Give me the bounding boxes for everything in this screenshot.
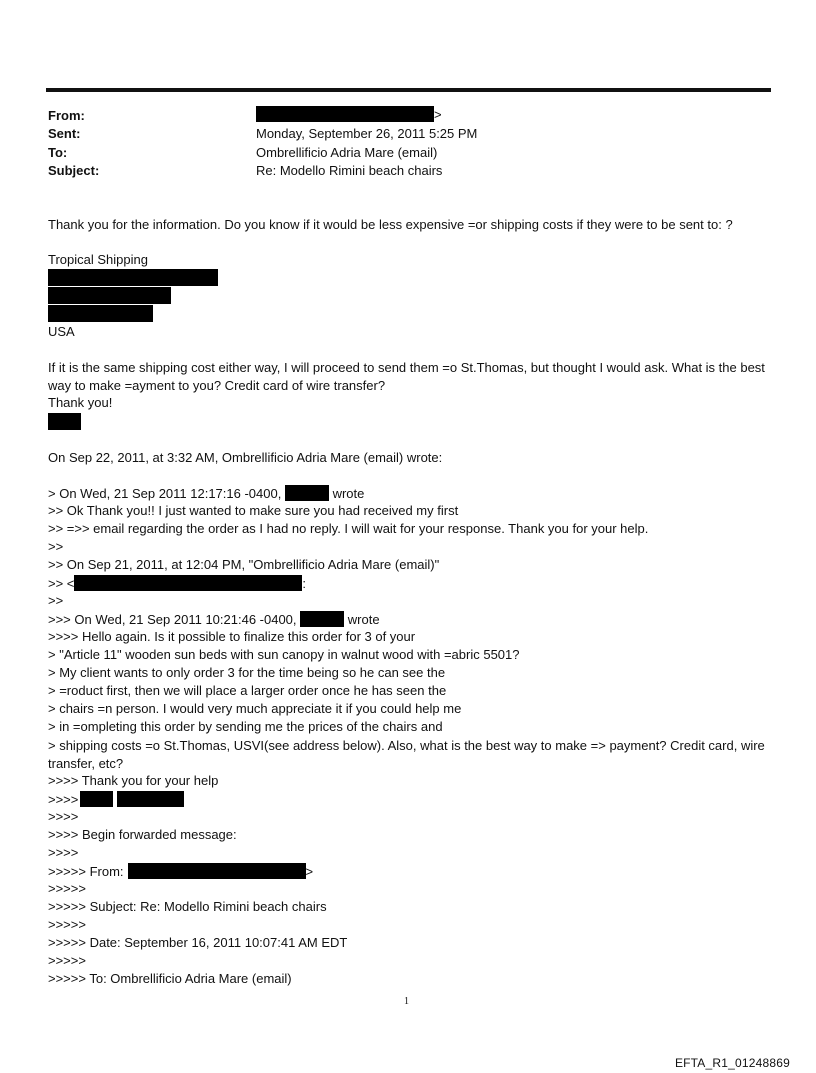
quote-line: >> =>> email regarding the order as I had no reply. I will wait for your response. Thank you for your help. <box>48 521 649 536</box>
quote-line: >>>>> <box>48 953 86 968</box>
quote-text: >>>>> From: <box>48 864 124 879</box>
quote-line: >> Ok Thank you!! I just wanted to make sure you had received my first <box>48 503 459 518</box>
quote-line <box>48 863 313 879</box>
quote-line: >>>> Thank you for your help <box>48 773 219 788</box>
quote-text: > On Wed, 21 Sep 2011 12:17:16 -0400, <box>48 486 282 501</box>
quote-line: > in =ompleting this order by sending me the prices of the chairs and <box>48 719 443 734</box>
sent-value: Monday, September 26, 2011 5:25 PM <box>256 126 478 141</box>
quote-line: > "Article 11" wooden sun beds with sun canopy in walnut wood with =abric 5501? <box>48 647 520 662</box>
quote-line: >>>> <box>48 845 79 860</box>
quote-line: >> <box>48 593 64 608</box>
from-label: From: <box>48 108 85 123</box>
address-country: USA <box>48 324 75 339</box>
quote-line: >>>>> Date: September 16, 2011 10:07:41 AM EDT <box>48 935 348 950</box>
subject-value: Re: Modello Rimini beach chairs <box>256 163 443 178</box>
redaction-block <box>74 575 302 591</box>
quote-line: >>>>> Subject: Re: Modello Rimini beach chairs <box>48 899 327 914</box>
redaction-block <box>117 791 184 807</box>
sent-label: Sent: <box>48 126 81 141</box>
quote-line: >>>> Begin forwarded message: <box>48 827 237 842</box>
quote-line <box>48 611 380 627</box>
quote-line: >> <box>48 539 64 554</box>
quote-line <box>48 575 306 591</box>
page-number: 1 <box>404 996 409 1007</box>
quote-line: >>>> Hello again. Is it possible to finalize this order for 3 of your <box>48 629 416 644</box>
quote-line <box>48 485 364 501</box>
quote-line: >>>>> <box>48 917 86 932</box>
from-suffix: > <box>434 107 442 122</box>
quote-text: >>> On Wed, 21 Sep 2011 10:21:46 -0400, <box>48 612 297 627</box>
quote-line: >>>>> To: Ombrellificio Adria Mare (email) <box>48 971 292 986</box>
body-thanks: Thank you! <box>48 395 113 410</box>
quote-line: > My client wants to only order 3 for the time being so he can see the <box>48 665 446 680</box>
body-paragraph-1: Thank you for the information. Do you know if it would be less expensive =or shipping costs if they were to be sent to: ? <box>48 217 733 232</box>
redaction-block <box>300 611 344 627</box>
quote-text: > <box>305 864 314 879</box>
quote-intro: On Sep 22, 2011, at 3:32 AM, Ombrellificio Adria Mare (email) wrote: <box>48 450 443 465</box>
to-value: Ombrellificio Adria Mare (email) <box>256 145 438 160</box>
redaction-block <box>128 863 306 879</box>
redaction-block <box>285 485 329 501</box>
quote-text: wrote <box>332 486 365 501</box>
quote-text: >>>> <box>48 792 79 807</box>
redaction-block <box>80 791 113 807</box>
redaction-block <box>48 269 218 286</box>
to-label: To: <box>48 145 68 160</box>
quote-text: : <box>302 576 307 591</box>
quote-line: >>>>> <box>48 881 86 896</box>
quote-text: >> < <box>48 576 75 591</box>
redaction-block <box>256 106 434 122</box>
quote-line: > chairs =n person. I would very much appreciate it if you could help me <box>48 701 462 716</box>
header-rule <box>46 88 771 92</box>
quote-line: >> On Sep 21, 2011, at 12:04 PM, "Ombrellificio Adria Mare (email)" <box>48 557 440 572</box>
quote-text: wrote <box>347 612 380 627</box>
redaction-block <box>48 287 171 304</box>
redaction-block <box>48 305 153 322</box>
quote-line: > =roduct first, then we will place a larger order once he has seen the <box>48 683 447 698</box>
quote-line: > shipping costs =o St.Thomas, USVI(see address below). Also, what is the best way to make => payment? Credit card, wire transfer, etc? <box>48 738 765 771</box>
address-line-1: Tropical Shipping <box>48 252 148 267</box>
quote-line: >>>> <box>48 809 79 824</box>
quote-line <box>48 791 184 807</box>
redaction-block <box>48 413 81 430</box>
body-paragraph-2: If it is the same shipping cost either way, I will proceed to send them =o St.Thomas, but thought I would ask. What is the best way to make =ayment to you? Credit card of wire transfer? <box>48 360 765 393</box>
subject-label: Subject: <box>48 163 100 178</box>
document-id: EFTA_R1_01248869 <box>674 1056 790 1070</box>
from-value <box>256 106 442 122</box>
